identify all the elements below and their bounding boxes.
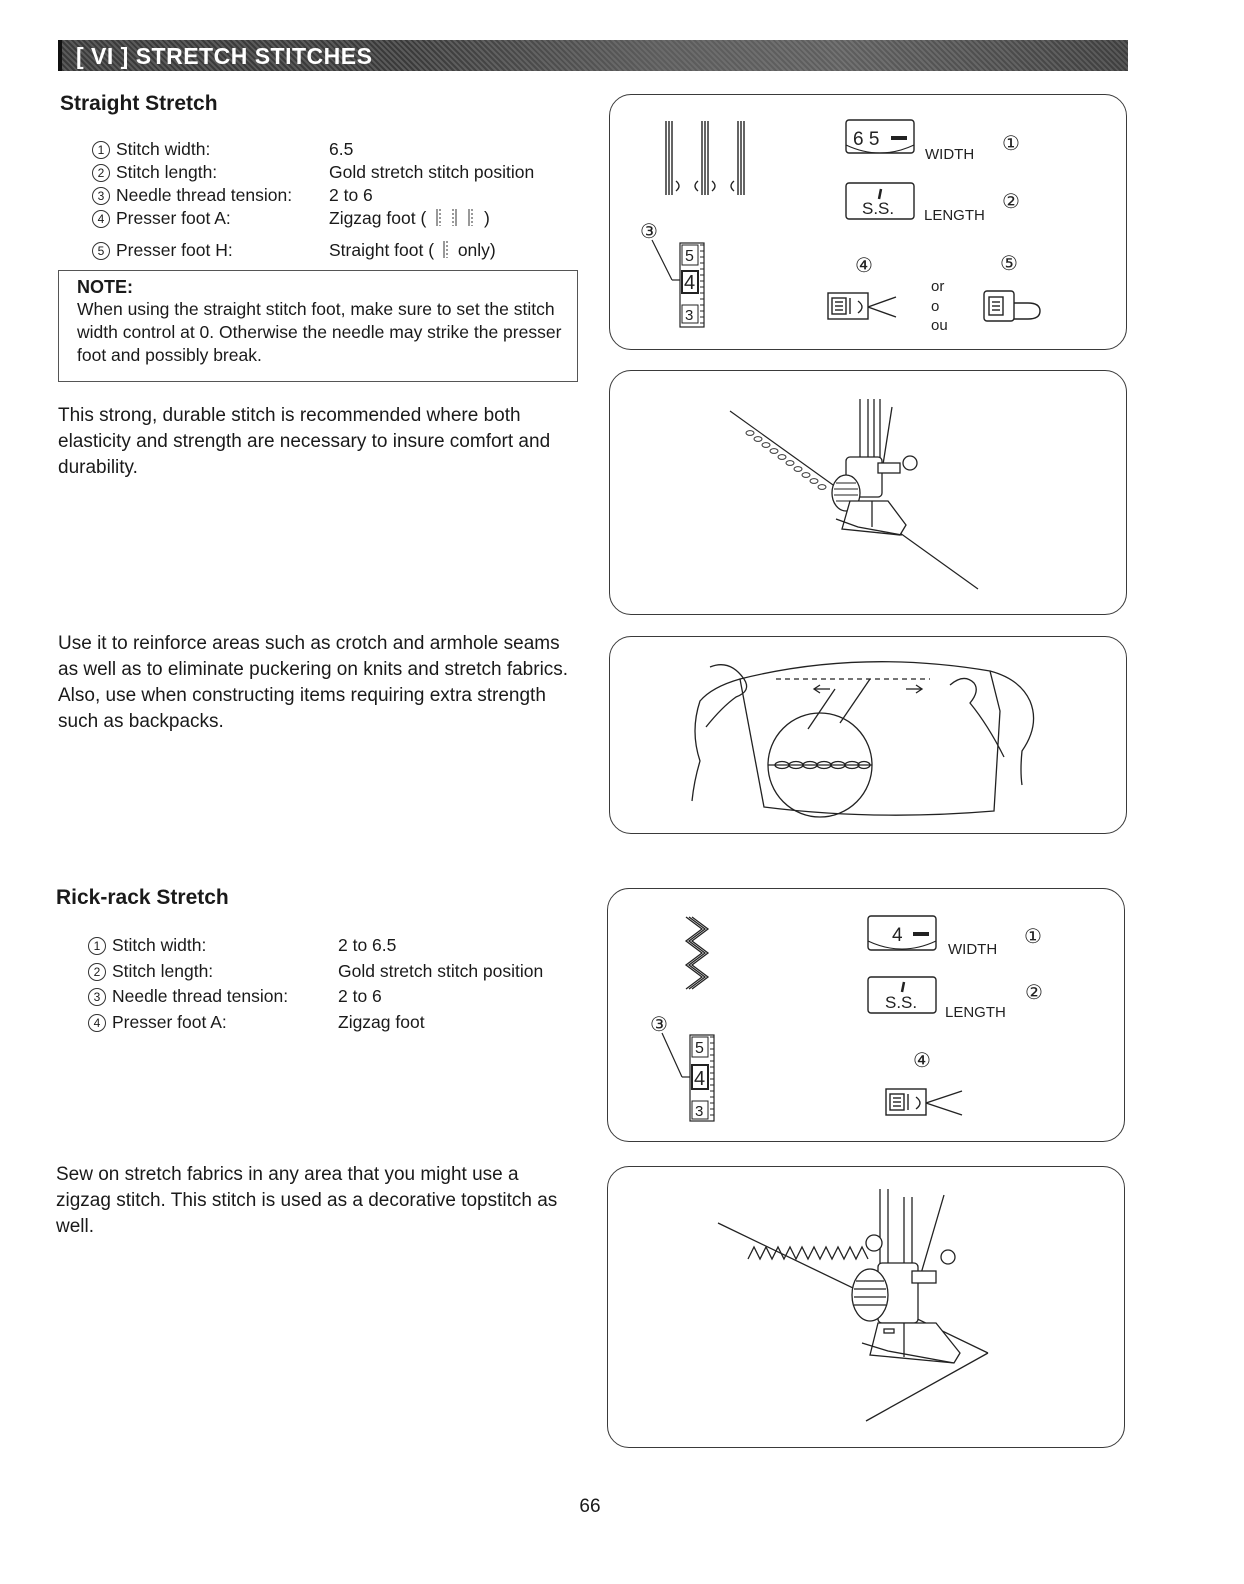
tension-dial-icon	[690, 1035, 714, 1121]
rickrack-settings-panel	[607, 888, 1125, 1142]
straight-stretch-title: Straight Stretch	[60, 92, 218, 115]
svg-text:3: 3	[695, 1103, 704, 1120]
width-label: WIDTH	[948, 941, 998, 958]
zigzag-foot-marks-icon	[431, 208, 479, 228]
spec-row-value: 2 to 6	[338, 986, 382, 1006]
rickrack-sewing-illustration	[607, 1166, 1125, 1448]
straight-description-2: Use it to reinforce areas such as crotch and armhole seams as well as to eliminate puckering on knits and stretch fabrics. Also, use when constructing items requiring extra strength such as backpacks.	[58, 633, 569, 732]
tension-dial-icon	[680, 243, 704, 327]
rickrack-description: Sew on stretch fabrics in any area that you might use a zigzag stitch. This stitch is used as a decorative topstitch as well.	[56, 1164, 558, 1237]
presser-foot-a-icon	[828, 293, 896, 319]
note-body: When using the straight stitch foot, make sure to set the stitch width control at 0. Otherwise the needle may strike the presser foot and possibly break.	[77, 299, 562, 365]
callout-3: ③	[650, 1014, 668, 1036]
spec-row-label: 3 Needle thread tension:	[88, 985, 288, 1008]
width-value: 4	[892, 925, 903, 946]
callout-1: ①	[1002, 133, 1020, 155]
spec-row-value: 2 to 6.5	[338, 935, 397, 955]
callout-2: ②	[1002, 191, 1020, 213]
spec-row-value: Zigzag foot ( )	[329, 208, 490, 228]
length-label: LENGTH	[924, 207, 985, 224]
spec-row-label: 4 Presser foot A:	[92, 207, 231, 230]
spec-row-label: 1 Stitch width:	[92, 138, 210, 161]
length-label: LENGTH	[945, 1004, 1006, 1021]
spec-row-label: 2 Stitch length:	[92, 161, 217, 184]
presser-foot-a-icon	[886, 1089, 962, 1115]
hands-stretching-fabric-drawing	[610, 637, 1128, 835]
spec-row-value: Zigzag foot	[338, 1012, 425, 1032]
spec-row-label: 3 Needle thread tension:	[92, 184, 292, 207]
svg-text:5: 5	[685, 248, 694, 265]
length-value: S.S.	[885, 993, 918, 1012]
rickrack-stitch-pattern-icon	[686, 917, 708, 989]
rick-rack-stretch-title: Rick-rack Stretch	[56, 886, 229, 909]
straight-spec-list	[92, 138, 582, 263]
svg-text:4: 4	[684, 272, 696, 294]
or-label: or	[931, 278, 945, 295]
page-number: 66	[579, 1496, 601, 1517]
rickrack-settings-diagram	[608, 889, 1126, 1143]
note-title: NOTE:	[77, 277, 133, 297]
or-label-fr: o	[931, 298, 940, 315]
spec-row-value: Gold stretch stitch position	[338, 961, 544, 981]
straight-foot-marks-icon	[439, 240, 453, 260]
svg-text:3: 3	[685, 307, 694, 324]
width-label: WIDTH	[925, 146, 975, 163]
callout-4: ④	[913, 1050, 931, 1072]
spec-row-label: 1 Stitch width:	[88, 934, 206, 957]
svg-text:5: 5	[695, 1040, 704, 1057]
banner-title: [ VI ] STRETCH STITCHES	[76, 43, 373, 69]
callout-4: ④	[855, 255, 873, 277]
note-box	[58, 270, 578, 382]
spec-row-label: 4 Presser foot A:	[88, 1011, 227, 1034]
straight-description-1: This strong, durable stitch is recommended where both elasticity and strength are necessary to insure comfort and durability.	[58, 405, 551, 478]
spec-row-value: 6.5	[329, 139, 354, 159]
banner-texture	[408, 40, 1128, 71]
fabric-stretch-illustration	[609, 636, 1127, 834]
triple-straight-stitch-pattern-icon	[666, 121, 744, 195]
callout-1: ①	[1024, 926, 1042, 948]
svg-text:4: 4	[694, 1068, 706, 1090]
spec-row-label: 5 Presser foot H:	[92, 239, 233, 262]
presser-foot-sewing-drawing	[610, 371, 1128, 616]
spec-row-label: 2 Stitch length:	[88, 960, 213, 983]
callout-2: ②	[1025, 982, 1043, 1004]
straight-settings-diagram	[610, 95, 1128, 351]
spec-row-value: 2 to 6	[329, 185, 373, 205]
length-value: S.S.	[862, 199, 895, 218]
presser-foot-h-icon	[984, 291, 1040, 321]
section-banner	[58, 40, 1128, 71]
straight-sewing-illustration	[609, 370, 1127, 615]
spec-row-value: Gold stretch stitch position	[329, 162, 535, 182]
callout-3: ③	[640, 221, 658, 243]
zigzag-sewing-drawing	[608, 1167, 1126, 1449]
callout-5: ⑤	[1000, 253, 1018, 275]
or-label-alt: ou	[931, 317, 948, 334]
straight-settings-panel	[609, 94, 1127, 350]
rickrack-spec-list	[88, 934, 588, 1034]
width-value: 6 5	[853, 129, 880, 150]
spec-row-value: Straight foot ( only)	[329, 240, 496, 260]
